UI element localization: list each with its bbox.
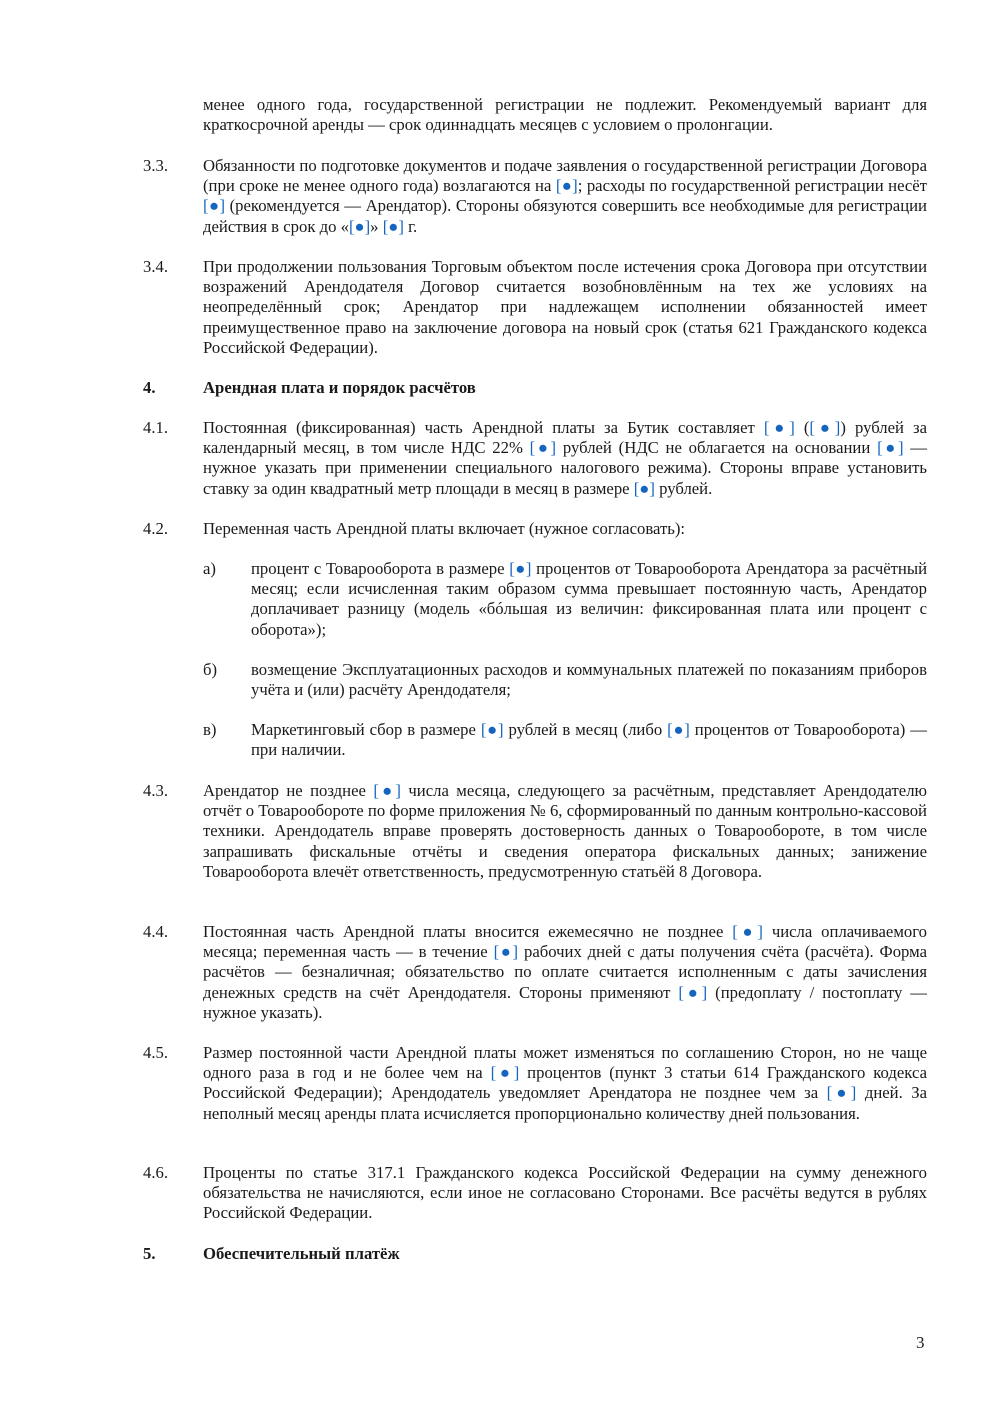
clause-number: 4.5. (143, 1043, 169, 1062)
clause-4-5: Размер постоянной части Арендной платы может изменяться по соглашению Сторон, но не чаще одного раза в год и не более чем на [●] процентов (пункт 3 статьи 614 Гражданского кодекса Российской Федерации); Арендодатель уведомляет Арендатора не позднее чем за [●] дней. За неполный месяц аренды плата исчисляется пропорционально количеству дней пользования. (203, 1043, 927, 1123)
clause-number: 4.1. (143, 418, 169, 437)
subclause-a: процент с Товарооборота в размере [●] процентов от Товарооборота Арендатора за расчётный месяц; если исчисленная таким образом сумма превышает постоянную часть, Арендатор доплачивает разницу (модель «бóльшая из величин: фиксированная плата или процент с оборота»); (251, 559, 927, 639)
placeholder-marker[interactable]: [●] (633, 478, 655, 498)
section-number: 4. (143, 378, 156, 397)
clause-number: 4.4. (143, 922, 169, 941)
clause-3-2-continuation: менее одного года, государственной регистрации не подлежит. Рекомендуемый вариант для краткосрочной аренды — срок одиннадцать месяцев с условием о пролонгации. (203, 95, 927, 135)
placeholder-marker[interactable]: [●] (480, 720, 504, 739)
subclause-c: Маркетинговый сбор в размере [●] рублей в месяц (либо [●] процентов от Товарооборота) — при наличии. (251, 720, 927, 760)
clause-4-6: Проценты по статье 317.1 Гражданского кодекса Российской Федерации на сумму денежного обязательства не начисляются, если иное не согласовано Сторонами. Все расчёты ведутся в рублях Российской Федерации. (203, 1163, 927, 1223)
placeholder-marker[interactable]: [●] (509, 559, 532, 578)
placeholder-marker[interactable]: [●] (493, 942, 519, 962)
clause-4-3: Арендатор не позднее [●] числа месяца, следующего за расчётным, представляет Арендодателю отчёт о Товарообороте по форме приложения № 6, сформированный по данным контрольно-кассовой техники. Арендодатель вправе проверять достоверность данных о Товарообороте, в том числе запрашивать фискальные отчёты и сведения оператора фискальных данных; занижение Товарооборота влечёт ответственность, предусмотренную статьёй 8 Договора. (203, 781, 927, 881)
subclause-label: б) (203, 660, 218, 679)
section-heading: Арендная плата и порядок расчётов (203, 378, 476, 397)
clause-number: 4.3. (143, 781, 169, 800)
placeholder-marker[interactable]: [●] (732, 922, 763, 941)
clause-3-4: При продолжении пользования Торговым объектом после истечения срока Договора при отсутствии возражений Арендодателя Договор считается возобновлённым на тех же условиях на неопределённый срок; Арендатор при надлежащем исполнении обязанностей имеет преимущественное право на заключение договора на новый срок (статья 621 Гражданского кодекса Российской Федерации). (203, 257, 927, 357)
placeholder-marker[interactable]: [●] (373, 781, 401, 800)
placeholder-marker[interactable]: [●] (203, 196, 226, 216)
clause-3-3: Обязанности по подготовке документов и подаче заявления о государственной регистрации Договора (при сроке не менее одного года) возлагаются на [●]; расходы по государственной регистрации несёт [●] (рекомендуется — Арендатор). Стороны обязуются совершить все необходимые для регистрации действия в срок до «[●]» [●] г. (203, 156, 927, 236)
clause-number: 3.3. (143, 156, 169, 175)
placeholder-marker[interactable]: [●] (667, 720, 690, 739)
subclause-label: в) (203, 720, 217, 739)
clause-number: 4.6. (143, 1163, 169, 1182)
placeholder-marker[interactable]: [●] (877, 438, 904, 458)
placeholder-marker[interactable]: [●] (529, 438, 557, 458)
placeholder-marker[interactable]: [●] (763, 418, 795, 437)
section-number: 5. (143, 1244, 156, 1263)
clause-number: 3.4. (143, 257, 169, 276)
subclause-b: возмещение Эксплуатационных расходов и коммунальных платежей по показаниям приборов учёта и (или) расчёту Арендодателя; (251, 660, 927, 700)
clause-number: 4.2. (143, 519, 169, 538)
placeholder-marker[interactable]: [●] (490, 1063, 520, 1083)
section-heading: Обеспечительный платёж (203, 1244, 400, 1263)
clause-4-1: Постоянная (фиксированная) часть Арендной платы за Бутик составляет [●] ([●]) рублей за календарный месяц, в том числе НДС 22% [●] рублей (НДС не облагается на основании [●] — нужное указать при применении специального налогового режима). Стороны вправе установить ставку за один квадратный метр площади в месяц в размере [●] рублей. (203, 418, 927, 498)
subclause-label: а) (203, 559, 216, 578)
placeholder-marker[interactable]: [●] (678, 982, 708, 1002)
placeholder-marker[interactable]: [●] (555, 176, 578, 196)
placeholder-marker[interactable]: [●] (826, 1083, 857, 1103)
placeholder-marker[interactable]: [●] (382, 216, 404, 236)
clause-4-2: Переменная часть Арендной платы включает (нужное согласовать): (203, 519, 686, 538)
placeholder-marker[interactable]: [●] (809, 418, 841, 437)
page-number: 3 (916, 1333, 925, 1352)
clause-4-4: Постоянная часть Арендной платы вносится ежемесячно не позднее [●] числа оплачиваемого месяца; переменная часть — в течение [●] рабочих дней с даты получения счёта (расчёта). Форма расчётов — безналичная; обязательство по оплате считается исполненным с даты зачисления денежных средств на счёт Арендодателя. Стороны применяют [●] (предоплату / постоплату — нужное указать). (203, 922, 927, 1022)
placeholder-marker[interactable]: [●] (348, 216, 371, 236)
